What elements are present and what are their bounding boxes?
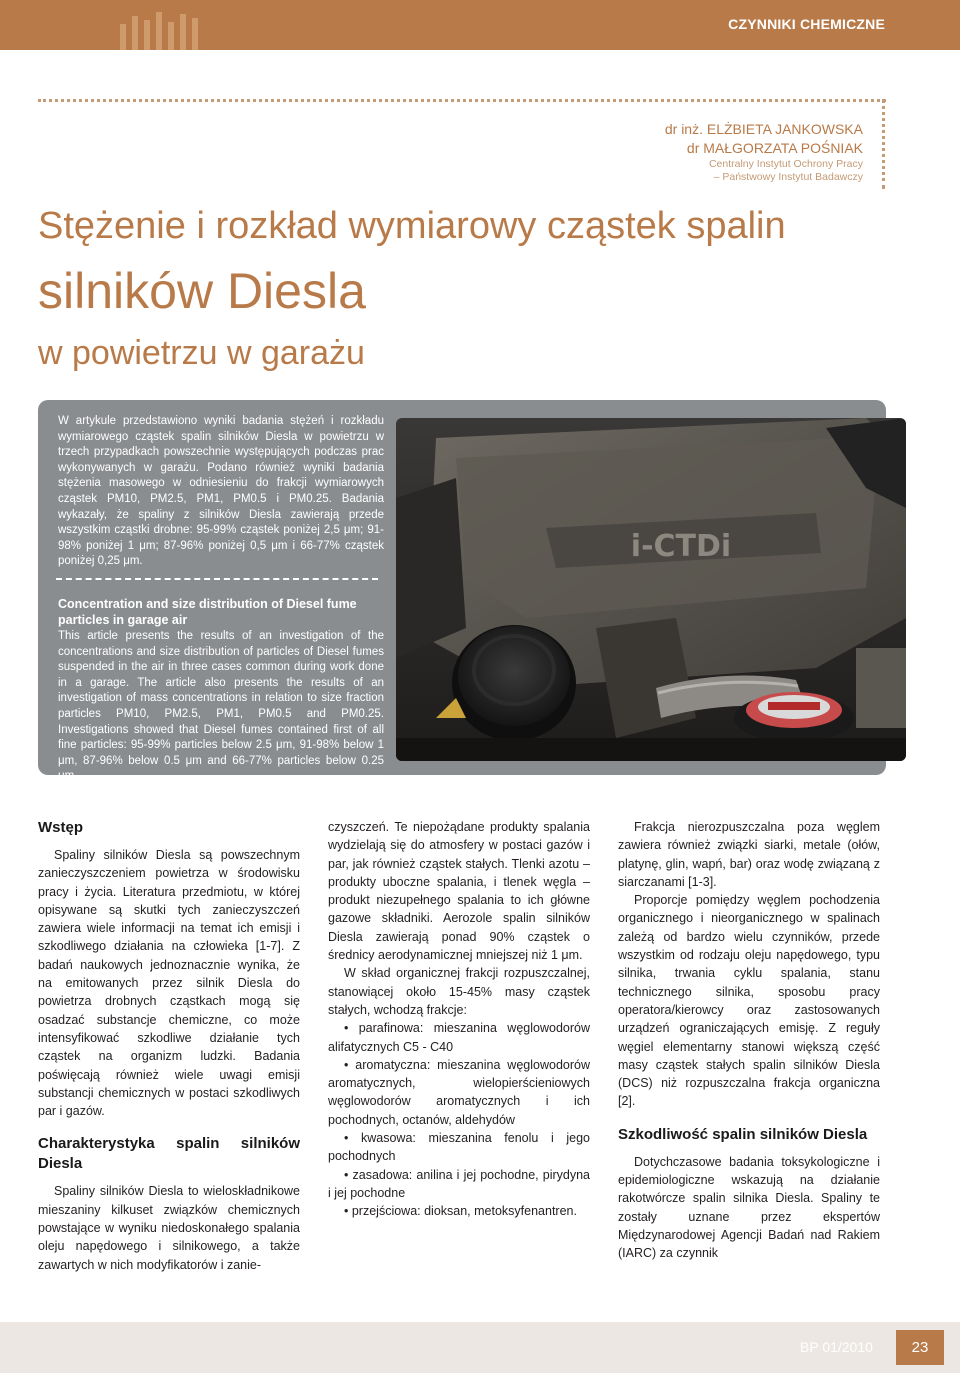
paragraph: Spaliny silników Diesla to wieloskładnikowe mieszaniny kilkuset związków chemicznych powstające w wyniku niedoskonałego spalania oleju napędowego i silnikowego, a także zawartych w nich modyfikatorów i zanie- (38, 1184, 300, 1272)
author-block (665, 120, 863, 184)
paragraph: Frakcja nierozpuszczalna poza węglem zawiera również związki siarki, metale (ołów, platynę, glin, wapń, bar) oraz wodę związaną z siarczanami [1-3]. (618, 820, 880, 889)
paragraph: W skład organicznej frakcji rozpuszczalnej, stanowiącej około 15-45% masy cząstek stałych, wchodzą frakcje: (328, 966, 590, 1017)
abstract-english: This article presents the results of an investigation of the concentrations and size distribution of particles of Diesel fumes suspended in the air in three cases common during work done in a garage. The article also presents the results of an investigation of mass concentrations in relation to size fraction particles PM10, PM2.5, PM1, PM0.5 and PM0.25. Investigations showed that Diesel fumes contained first of all fine particles: 95-99% particles below 2.5 μm, 91-98% below 1 μm, 87-96% below 0.5 μm and 66-77% particles below 0.25 μm. (58, 630, 384, 783)
list-item: • przejściowa: dioksan, metoksyfenantren. (344, 1204, 577, 1219)
author-affiliation: – Państwowy Instytut Badawczy (713, 171, 863, 183)
dotted-divider (38, 99, 886, 102)
abstract-panel (38, 400, 886, 783)
article-title-line3: w powietrzu w garażu (38, 334, 365, 372)
author-affiliation: Centralny Instytut Ochrony Pracy (708, 158, 863, 170)
paragraph: Spaliny silników Diesla są powszechnym zanieczyszczeniem powietrza w środowisku pracy i życia. Literatura przedmiotu, w której opisywane są skutki tych zanieczyszczeń zawiera wiele informacji na temat ich emisji i szkodliwego działania na człowieka [1-7]. Z badań naukowych jednoznacznie wynika, że na emitowanych przez silnik Diesla do powietrza drobnych cząstkach mogą się osadzać substancje chemiczne, co może intensyfikować szkodliwe działanie tych cząstek na organizm ludzki. Badania poświęcają również wiele uwagi emisji substancji chemicznych w postaci szkodliwych par i gazów. (38, 848, 300, 1119)
paragraph: Proporcje pomiędzy węglem pochodzenia organicznego i nieorganicznego w spalinach zależą od bardzo wielu czynników, przede wszystkim od rodzaju oleju napędowego, typu silnika, trwania cyklu spalania, stanu technicznego silnika, sposobu pracy operatora/kierowcy oraz zastosowanych urządzeń ograniczających emisję. Z reguły węgiel elementarny stanowi większą część masy cząstek stałych spalin silników Diesla (DCS) niż rozpuszczalna frakcja organiczna [2]. (618, 893, 880, 1109)
engine-label: i-CTDi (630, 529, 732, 564)
text-column-1 (38, 818, 300, 1274)
list-item: • parafinowa: mieszanina węglowodorów alifatycznych C5 - C40 (328, 1021, 590, 1054)
dotted-divider-vertical (882, 99, 885, 189)
list-item: • kwasowa: mieszanina fenolu i jego pochodnych (328, 1131, 590, 1164)
abstract-polish: W artykule przedstawiono wyniki badania stężeń i rozkładu wymiarowego cząstek spalin silników Diesla w powietrzu w trzech przypadkach powszechnie występujących podczas prac wykonywanych w garażu. Podano również wyniki badania stężenia masowego w odniesieniu do frakcji wymiarowych cząstek PM10, PM2.5, PM1, PM0.5 i PM0.25. Badania wykazały, że spaliny z silników Diesla zawierają przede wszystkim cząstki drobne: 95-99% cząstek poniżej 2,5 μm; 91-98% poniżej 1 μm; 87-96% poniżej 0,5 μm i 66-77% cząstek poniżej 0,25 μm. (58, 415, 384, 568)
list-item: • aromatyczna: mieszanina węglowodorów aromatycznych, wielopierścieniowych węglowodorów aromatycznych i ich pochodnych, octanów, aldehydów (328, 1057, 590, 1127)
top-banner (0, 0, 960, 50)
issue-label: BP 01/2010 (800, 1339, 873, 1355)
article-title-line2: silników Diesla (38, 263, 366, 319)
text-column-2 (328, 818, 590, 1221)
decorative-stripes (120, 8, 210, 50)
abstract-english-title: Concentration and size distribution of Diesel fume particles in garage air (58, 597, 357, 627)
paragraph: Dotychczasowe badania toksykologiczne i epidemiologiczne wskazują na działanie rakotwórcze spalin silnika Diesla. Spaliny te zostały uznane przez ekspertów Międzynarodowej Agencji Badań nad Rakiem (IARC) za czynnik (618, 1154, 880, 1261)
section-label: CZYNNIKI CHEMICZNE (728, 16, 885, 32)
page-number: 23 (896, 1330, 944, 1365)
section-heading: Charakterystyka spalin silników Diesla (38, 1135, 300, 1173)
section-heading: Wstęp (38, 819, 83, 836)
text-column-3 (618, 818, 880, 1263)
author-name: dr inż. ELŻBIETA JANKOWSKA (664, 121, 863, 137)
abstract-separator (56, 578, 378, 580)
list-item: • zasadowa: anilina i jej pochodne, pirydyna i jej pochodne (328, 1167, 590, 1200)
paragraph: czyszczeń. Te niepożądane produkty spalania wydzielają się do atmosfery w postaci gazów i par, jak również cząstek stałych. Tlenki azotu – produkty uboczne spalania, i tlenek węgla – produkt niezupełnego spalania to ich główne gazowe składniki. Aerozole spalin silników Diesla zawierają ponad 90% cząstek o średnicy aerodynamicznej mniejszej niż 1 μm. (328, 820, 590, 963)
article-title-line1: Stężenie i rozkład wymiarowy cząstek spalin (38, 205, 786, 247)
section-heading: Szkodliwość spalin silników Diesla (618, 1125, 868, 1143)
page-footer (0, 1322, 960, 1373)
engine-photo (396, 418, 906, 761)
author-name: dr MAŁGORZATA POŚNIAK (686, 140, 863, 156)
